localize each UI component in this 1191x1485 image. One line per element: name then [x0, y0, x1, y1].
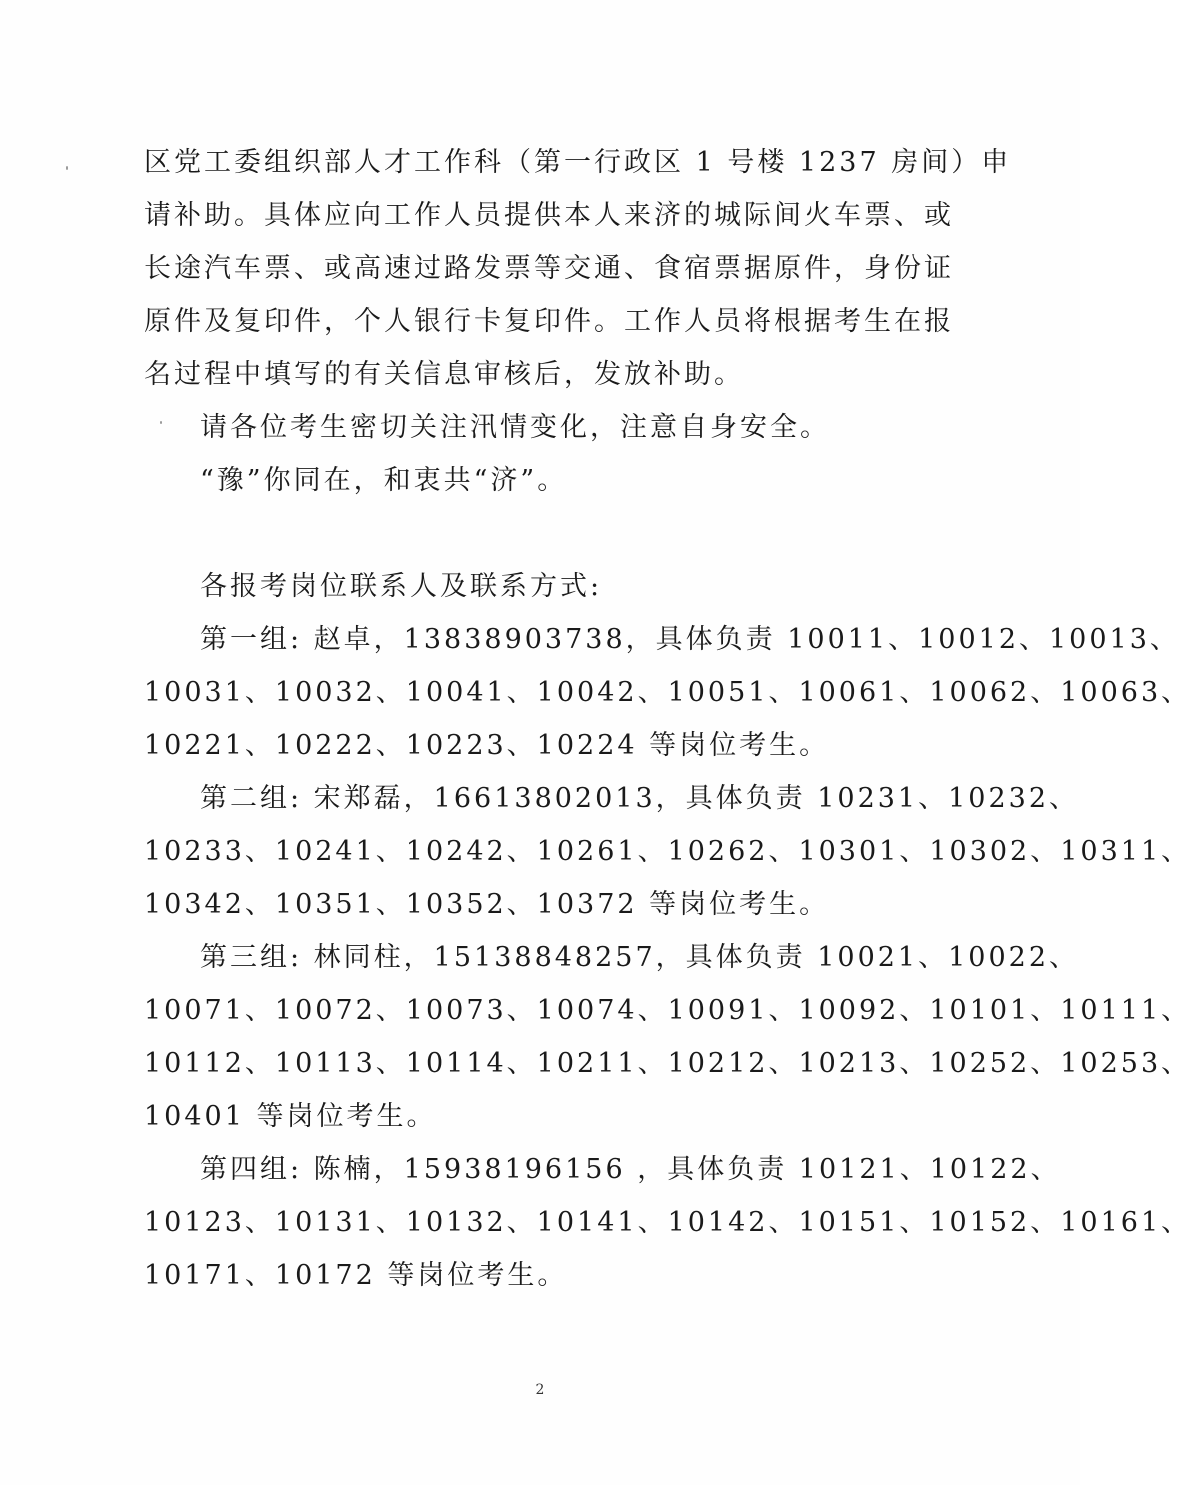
document-body [144, 136, 1191, 1302]
text-line: 10233、10241、10242、10261、10262、10301、10302、10311、 [144, 836, 1191, 867]
paragraph-safety: 请各位考生密切关注汛情变化，注意自身安全。 [200, 412, 830, 443]
text-line: 10071、10072、10073、10074、10091、10092、10101、10111、 [144, 995, 1191, 1026]
contact-group-4 [144, 1143, 1191, 1302]
contact-group-2 [144, 772, 1191, 931]
text-line: 区党工委组织部人才工作科（第一行政区 1 号楼 1237 房间）申 [144, 147, 1012, 178]
text-line: 10221、10222、10223、10224 等岗位考生。 [144, 730, 830, 761]
text-line: 10401 等岗位考生。 [144, 1101, 437, 1132]
scan-speck [66, 166, 68, 170]
text-line: 请补助。具体应向工作人员提供本人来济的城际间火车票、或 [144, 200, 954, 231]
text-line: 10123、10131、10132、10141、10142、10151、10152、10161、 [144, 1207, 1191, 1238]
text-line: 名过程中填写的有关信息审核后，发放补助。 [144, 359, 744, 390]
text-line: 第三组: 林同柱，15138848257，具体负责 10021、10022、 [200, 942, 1080, 973]
contact-group-3 [144, 931, 1191, 1143]
text-line: 10171、10172 等岗位考生。 [144, 1260, 568, 1291]
page-number: 2 [535, 1382, 545, 1398]
text-line: 第四组: 陈楠，15938196156 ，具体负责 10121、10122、 [200, 1154, 1061, 1185]
text-line: 原件及复印件，个人银行卡复印件。工作人员将根据考生在报 [144, 306, 954, 337]
blank-line [144, 507, 914, 560]
text-line: 10031、10032、10041、10042、10051、10061、10062、10063、 [144, 677, 1191, 708]
text-line: 第一组: 赵卓，13838903738，具体负责 10011、10012、10013、 [200, 624, 1180, 655]
paragraph-subsidy [144, 136, 1012, 401]
text-line: 长途汽车票、或高速过路发票等交通、食宿票据原件，身份证 [144, 253, 954, 284]
text-line: 10112、10113、10114、10211、10212、10213、10252、10253、 [144, 1048, 1191, 1079]
paragraph-slogan: “豫”你同在，和衷共“济”。 [200, 465, 568, 496]
text-line: 10342、10351、10352、10372 等岗位考生。 [144, 889, 830, 920]
text-line: 第二组: 宋郑磊，16613802013，具体负责 10231、10232、 [200, 783, 1080, 814]
contacts-heading: 各报考岗位联系人及联系方式: [200, 571, 603, 602]
contact-group-1 [144, 613, 1191, 772]
